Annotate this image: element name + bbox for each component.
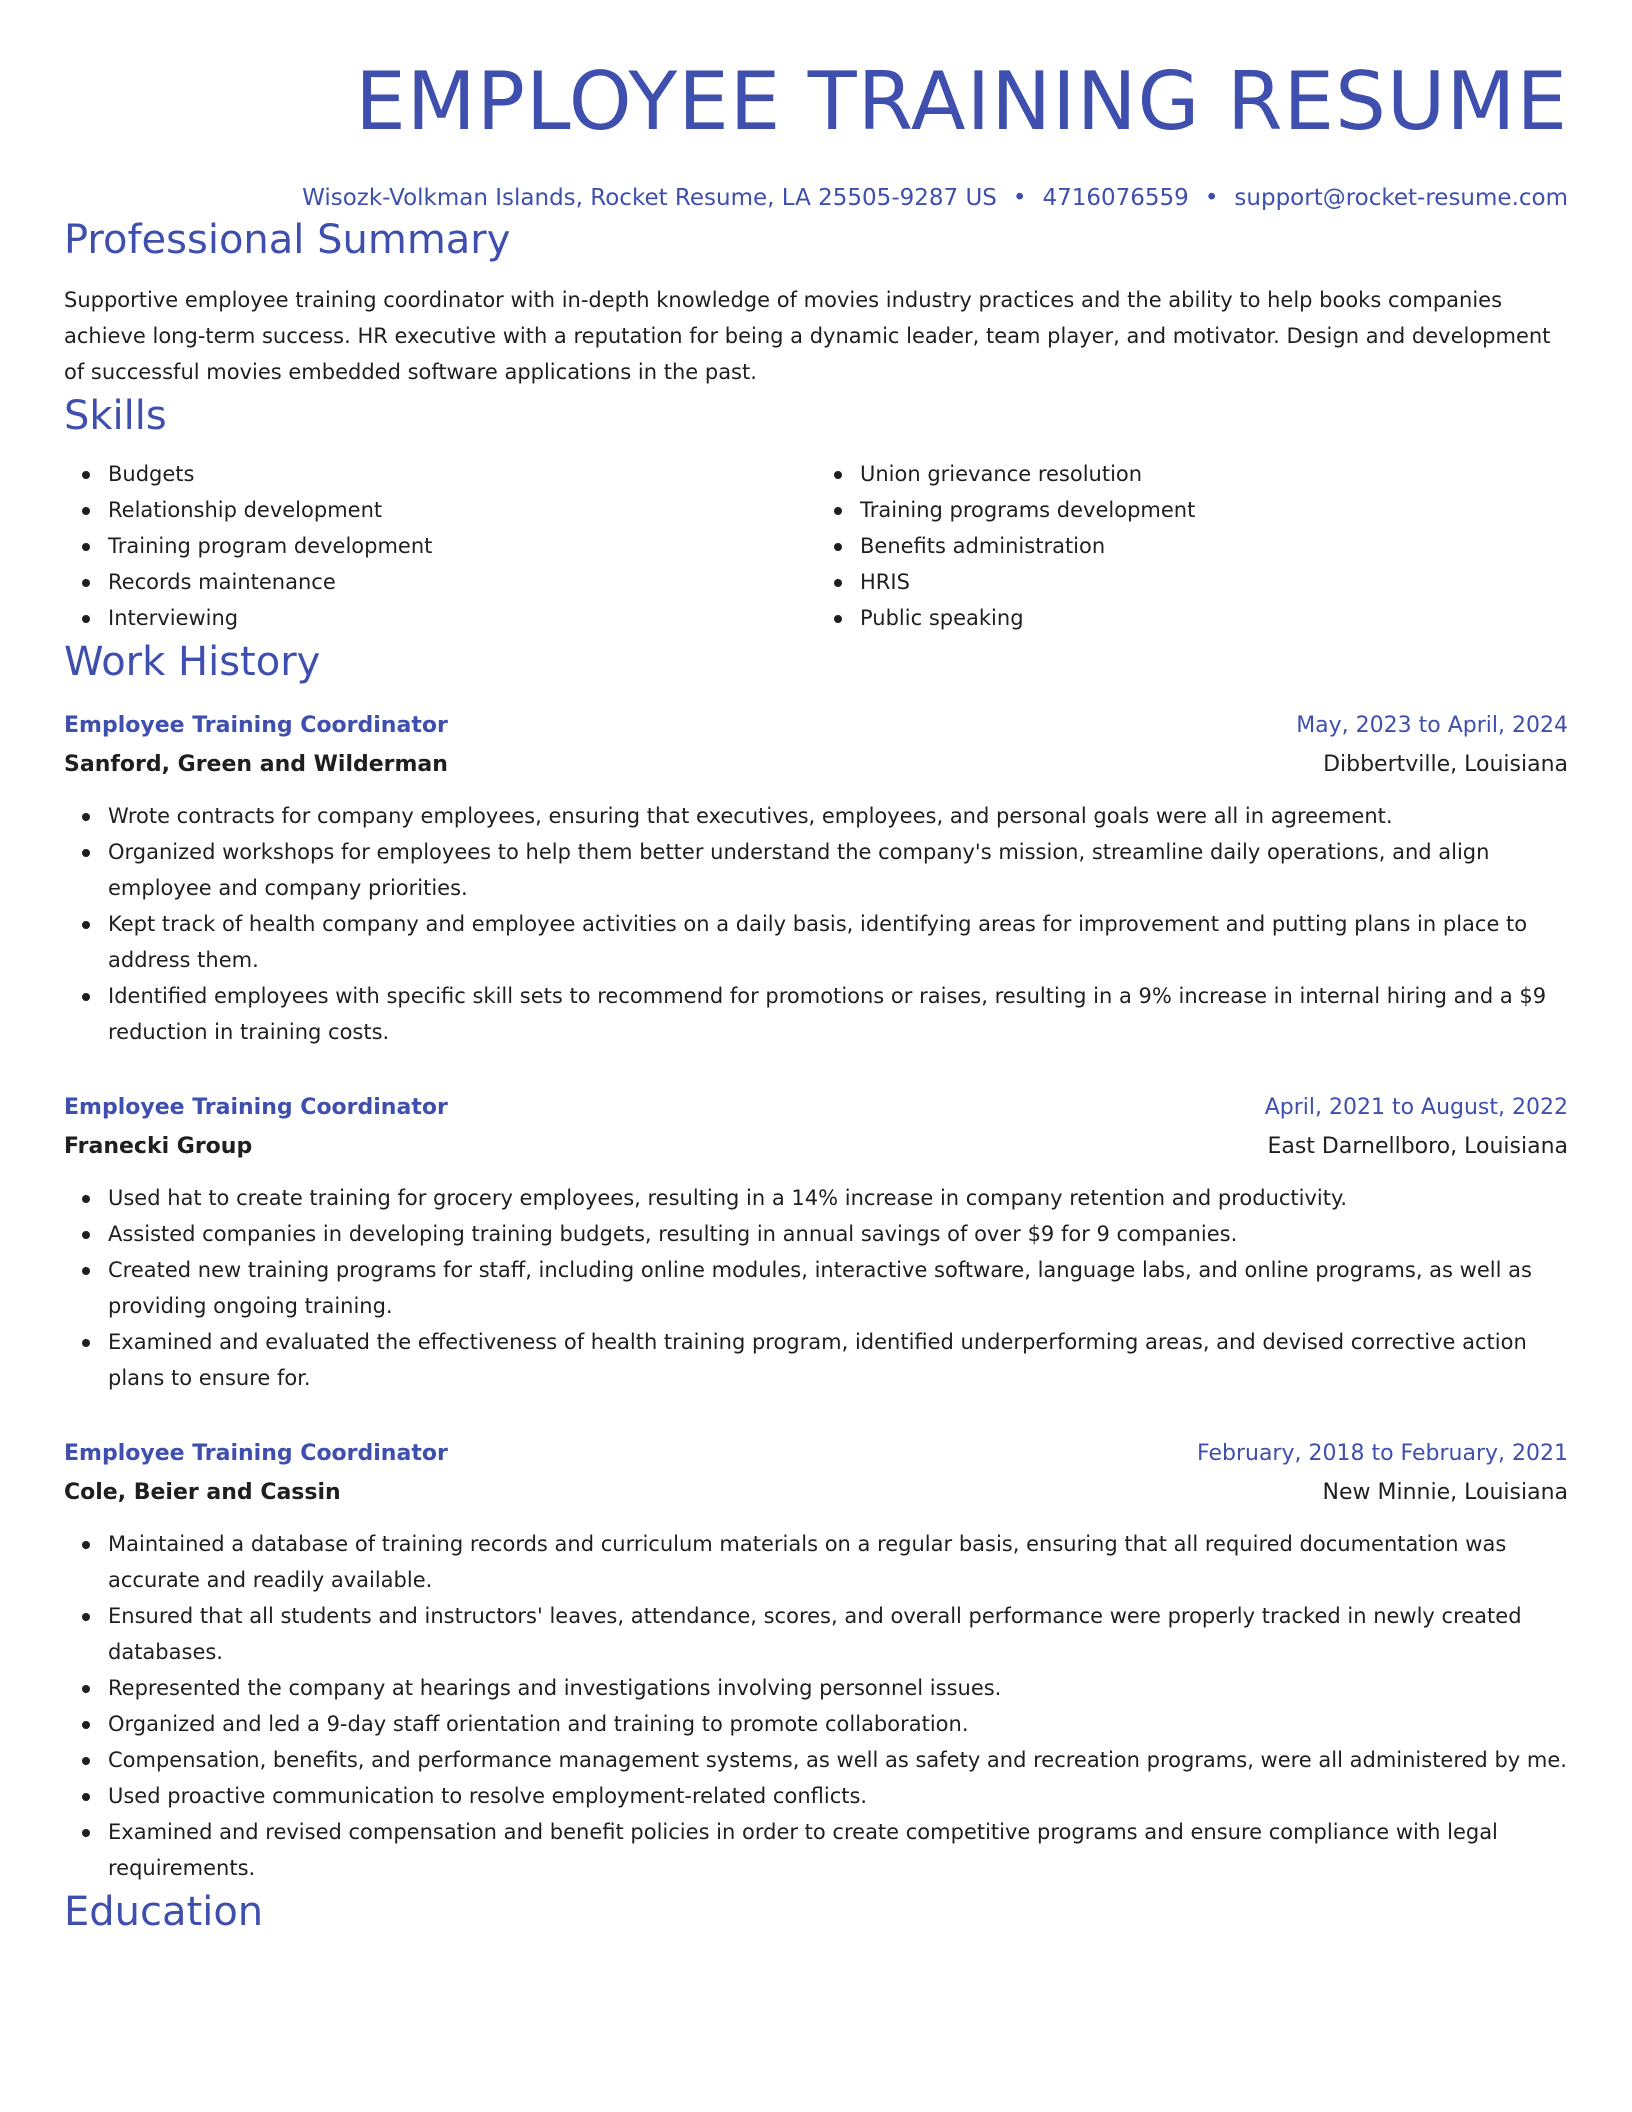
contact-line [64,182,1568,214]
education-heading: Education [64,1889,264,1935]
job-dates: February, 2018 to February, 2021 [1197,1441,1568,1466]
summary-text: Supportive employee training coordinator with in-depth knowledge of movies industry practices and the ability to help books companies achieve long-term success. HR executive with a reputation for being a dynamic leader, team player, and motivator. Design and development of successful movies embedded software applications in the past. [64,288,1551,384]
job-entry [64,1434,1568,1886]
job-bullet: Ensured that all students and instructors' leaves, attendance, scores, and overall performance were properly tracked in newly created databases. [108,1598,1568,1670]
skills-heading: Skills [64,393,167,439]
job-role: Employee Training Coordinator [64,1441,448,1466]
skill-item: Union grievance resolution [860,456,1568,492]
job-bullet: Examined and evaluated the effectiveness of health training program, identified underperforming areas, and devised corrective action plans to ensure for. [108,1324,1568,1396]
job-bullet: Organized workshops for employees to help them better understand the company's mission, streamline daily operations, and align employee and company priorities. [108,834,1568,906]
job-company: Cole, Beier and Cassin [64,1480,341,1505]
contact-separator: • [1012,185,1027,211]
job-bullet: Identified employees with specific skill sets to recommend for promotions or raises, resulting in a 9% increase in internal hiring and a $9 reduction in training costs. [108,978,1568,1050]
skills-column-left [64,456,816,636]
job-role: Employee Training Coordinator [64,713,448,738]
job-bullet: Represented the company at hearings and investigations involving personnel issues. [108,1670,1568,1706]
job-location: East Darnellboro, Louisiana [1267,1134,1568,1159]
job-entry [64,1088,1568,1396]
job-location: New Minnie, Louisiana [1322,1480,1568,1505]
skills-column-right [816,456,1568,636]
job-bullet: Wrote contracts for company employees, ensuring that executives, employees, and personal goals were all in agreement. [108,798,1568,834]
job-bullet: Used hat to create training for grocery employees, resulting in a 14% increase in company retention and productivity. [108,1180,1568,1216]
job-bullet: Created new training programs for staff, including online modules, interactive software, language labs, and online programs, as well as providing ongoing training. [108,1252,1568,1324]
job-bullet: Maintained a database of training records and curriculum materials on a regular basis, ensuring that all required documentation was accurate and readily available. [108,1526,1568,1598]
skill-item: Budgets [108,456,816,492]
job-company: Sanford, Green and Wilderman [64,752,448,777]
contact-separator: • [1204,185,1219,211]
job-bullet: Used proactive communication to resolve employment-related conflicts. [108,1778,1568,1814]
resume-title: EMPLOYEE TRAINING RESUME [355,55,1568,148]
contact-address: Wisozk-Volkman Islands, Rocket Resume, LA 25505-9287 US [302,185,997,211]
skill-item: Public speaking [860,600,1568,636]
summary-heading: Professional Summary [64,217,511,263]
job-dates: May, 2023 to April, 2024 [1296,713,1568,738]
job-bullets [64,1526,1568,1886]
skill-item: Training programs development [860,492,1568,528]
job-bullets [64,798,1568,1050]
job-bullet: Examined and revised compensation and benefit policies in order to create competitive programs and ensure compliance with legal requirements. [108,1814,1568,1886]
job-location: Dibbertville, Louisiana [1323,752,1568,777]
skill-item: Benefits administration [860,528,1568,564]
job-bullet: Compensation, benefits, and performance management systems, as well as safety and recreation programs, were all administered by me. [108,1742,1568,1778]
job-role: Employee Training Coordinator [64,1095,448,1120]
job-bullet: Assisted companies in developing training budgets, resulting in annual savings of over $9 for 9 companies. [108,1216,1568,1252]
job-dates: April, 2021 to August, 2022 [1264,1095,1568,1120]
job-bullet: Kept track of health company and employee activities on a daily basis, identifying areas for improvement and putting plans in place to address them. [108,906,1568,978]
job-company: Franecki Group [64,1134,253,1159]
skill-item: Records maintenance [108,564,816,600]
skills-list [64,456,1568,636]
contact-email[interactable]: support@rocket-resume.com [1234,185,1568,211]
job-bullet: Organized and led a 9-day staff orientation and training to promote collaboration. [108,1706,1568,1742]
work-history-heading: Work History [64,639,321,685]
contact-phone: 4716076559 [1042,185,1189,211]
skill-item: Training program development [108,528,816,564]
job-entry [64,706,1568,1050]
job-bullets [64,1180,1568,1396]
skill-item: Interviewing [108,600,816,636]
skill-item: HRIS [860,564,1568,600]
skill-item: Relationship development [108,492,816,528]
